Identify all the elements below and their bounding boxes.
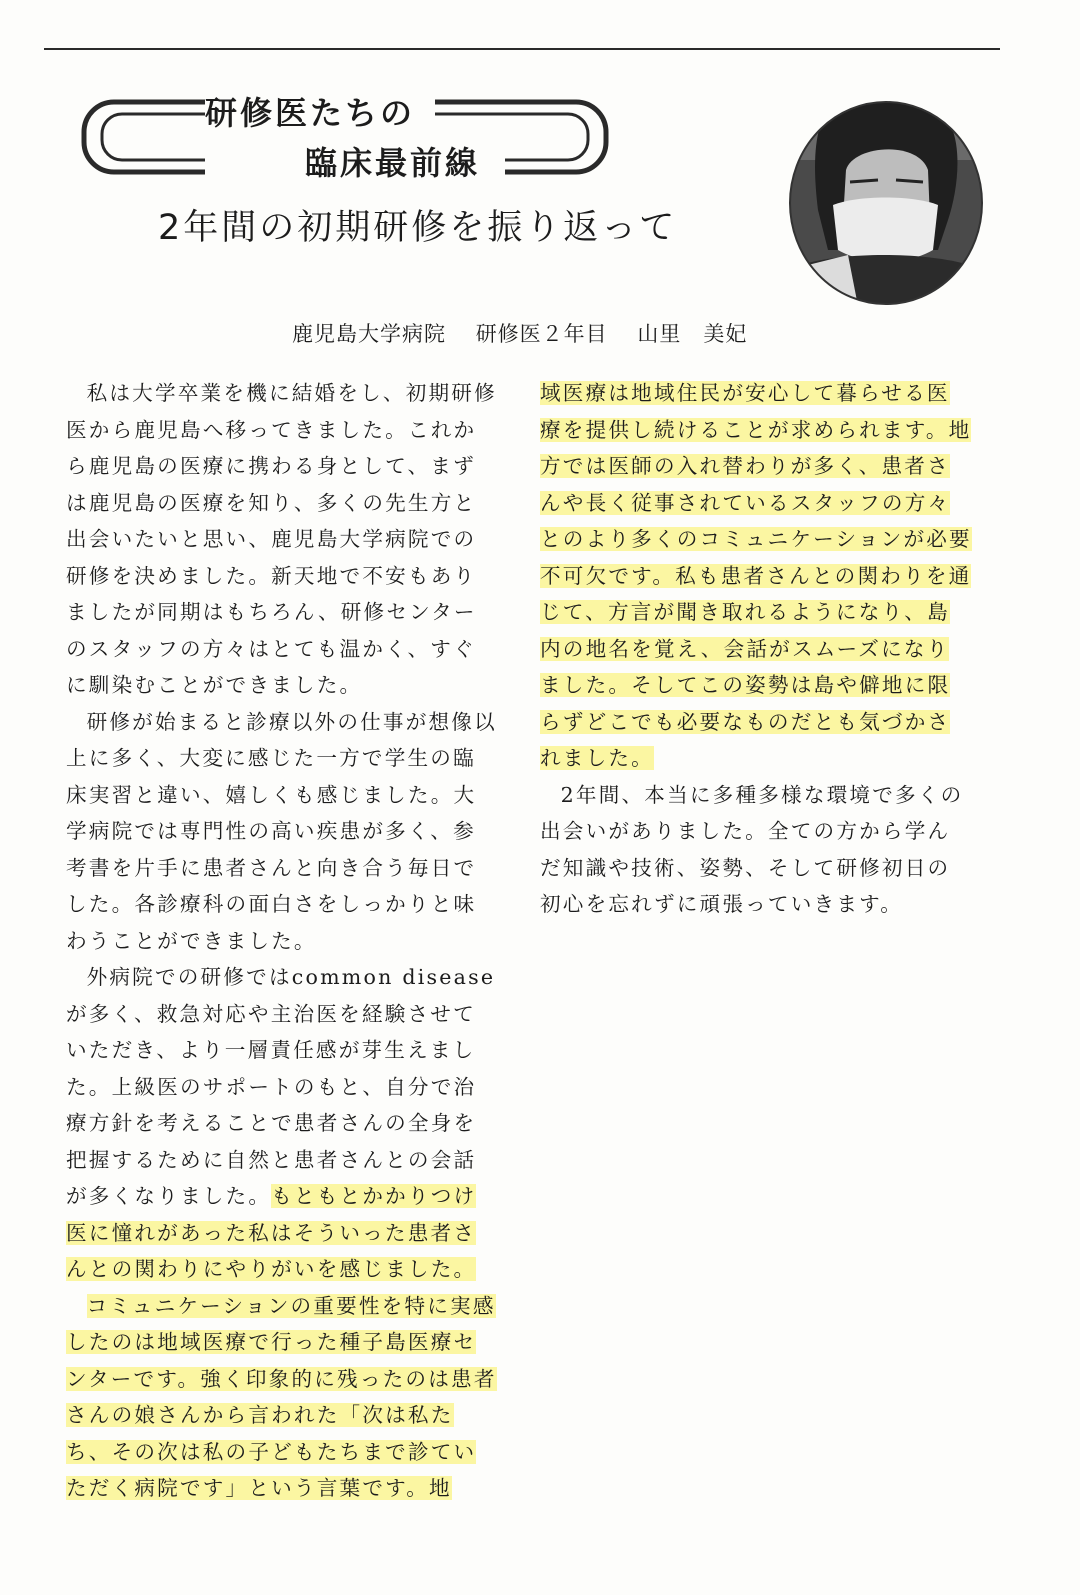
article-paragraph-3 [66, 959, 498, 1288]
author-portrait-icon [788, 100, 984, 306]
article-title: 2年間の初期研修を振り返って [158, 208, 678, 248]
article-paragraph-2: 研修が始まると診療以外の仕事が想像以上に多く、大変に感じた一方で学生の臨床実習と違い、嬉しくも感じました。大学病院では専門性の高い疾患が多く、参考書を片手に患者さんと向き合う毎日でした。各診療科の面白さをしっかりと味わうことができました。 [66, 709, 497, 953]
byline-author: 山里 美妃 [637, 322, 748, 346]
byline-position: 研修医２年目 [475, 322, 608, 346]
article-paragraph-4-highlight: コミュニケーションの重要性を特に実感したのは地域医療で行った種子島医療センターです。強く印象的に残ったのは患者さんの娘さんから言われた「次は私たち、その次は私の子どもたちまで診ていただく病院です」という言葉です。地 [66, 1293, 497, 1500]
article-column-right [540, 375, 972, 923]
article-paragraph-1: 私は大学卒業を機に結婚をし、初期研修医から鹿児島へ移ってきました。これから鹿児島の医療に携わる身として、まずは鹿児島の医療を知り、多くの先生方と出会いたいと思い、鹿児島大学病院での研修を決めました。新天地で不安もありましたが同期はもちろん、研修センターのスタッフの方々はとても温かく、すぐに馴染むことができました。 [66, 381, 497, 697]
series-title [205, 88, 481, 188]
byline-hospital: 鹿児島大学病院 [292, 322, 446, 346]
top-rule [44, 48, 1000, 50]
article-paragraph-4-continued-highlight: 域医療は地域住民が安心して暮らせる医療を提供し続けることが求められます。地方では医師の入れ替わりが多く、患者さんや長く従事されているスタッフの方々とのより多くのコミュニケーションが必要不可欠です。私も患者さんとの関わりを通じて、方言が聞き取れるようになり、島内の地名を覚え、会話がスムーズになりました。そしてこの姿勢は島や僻地に限らずどこでも必要なものだとも気づかされました。 [540, 381, 972, 770]
article-paragraph-4-continued [540, 375, 972, 777]
series-title-line2: 臨床最前線 [205, 138, 505, 188]
article-column-left [66, 375, 498, 1507]
byline [292, 318, 769, 348]
series-title-line1: 研修医たちの [205, 88, 435, 138]
article-paragraph-5: 2年間、本当に多種多様な環境で多くの出会いがありました。全ての方から学んだ知識や技術、姿勢、そして研修初日の初心を忘れずに頑張っていきます。 [540, 782, 964, 916]
article-paragraph-3-text: 外病院での研修ではcommon diseaseが多く、救急対応や主治医を経験させていただき、より一層責任感が芽生えました。上級医のサポートのもと、自分で治療方針を考えることで患者さんの全身を把握するために自然と患者さんとの会話が多くなりました。 [66, 965, 496, 1208]
article-paragraph-3-highlight: もともとかかりつけ医に憧れがあった私はそういった患者さんとの関わりにやりがいを感じました。 [66, 1184, 477, 1281]
article-paragraph-4 [66, 1288, 498, 1507]
